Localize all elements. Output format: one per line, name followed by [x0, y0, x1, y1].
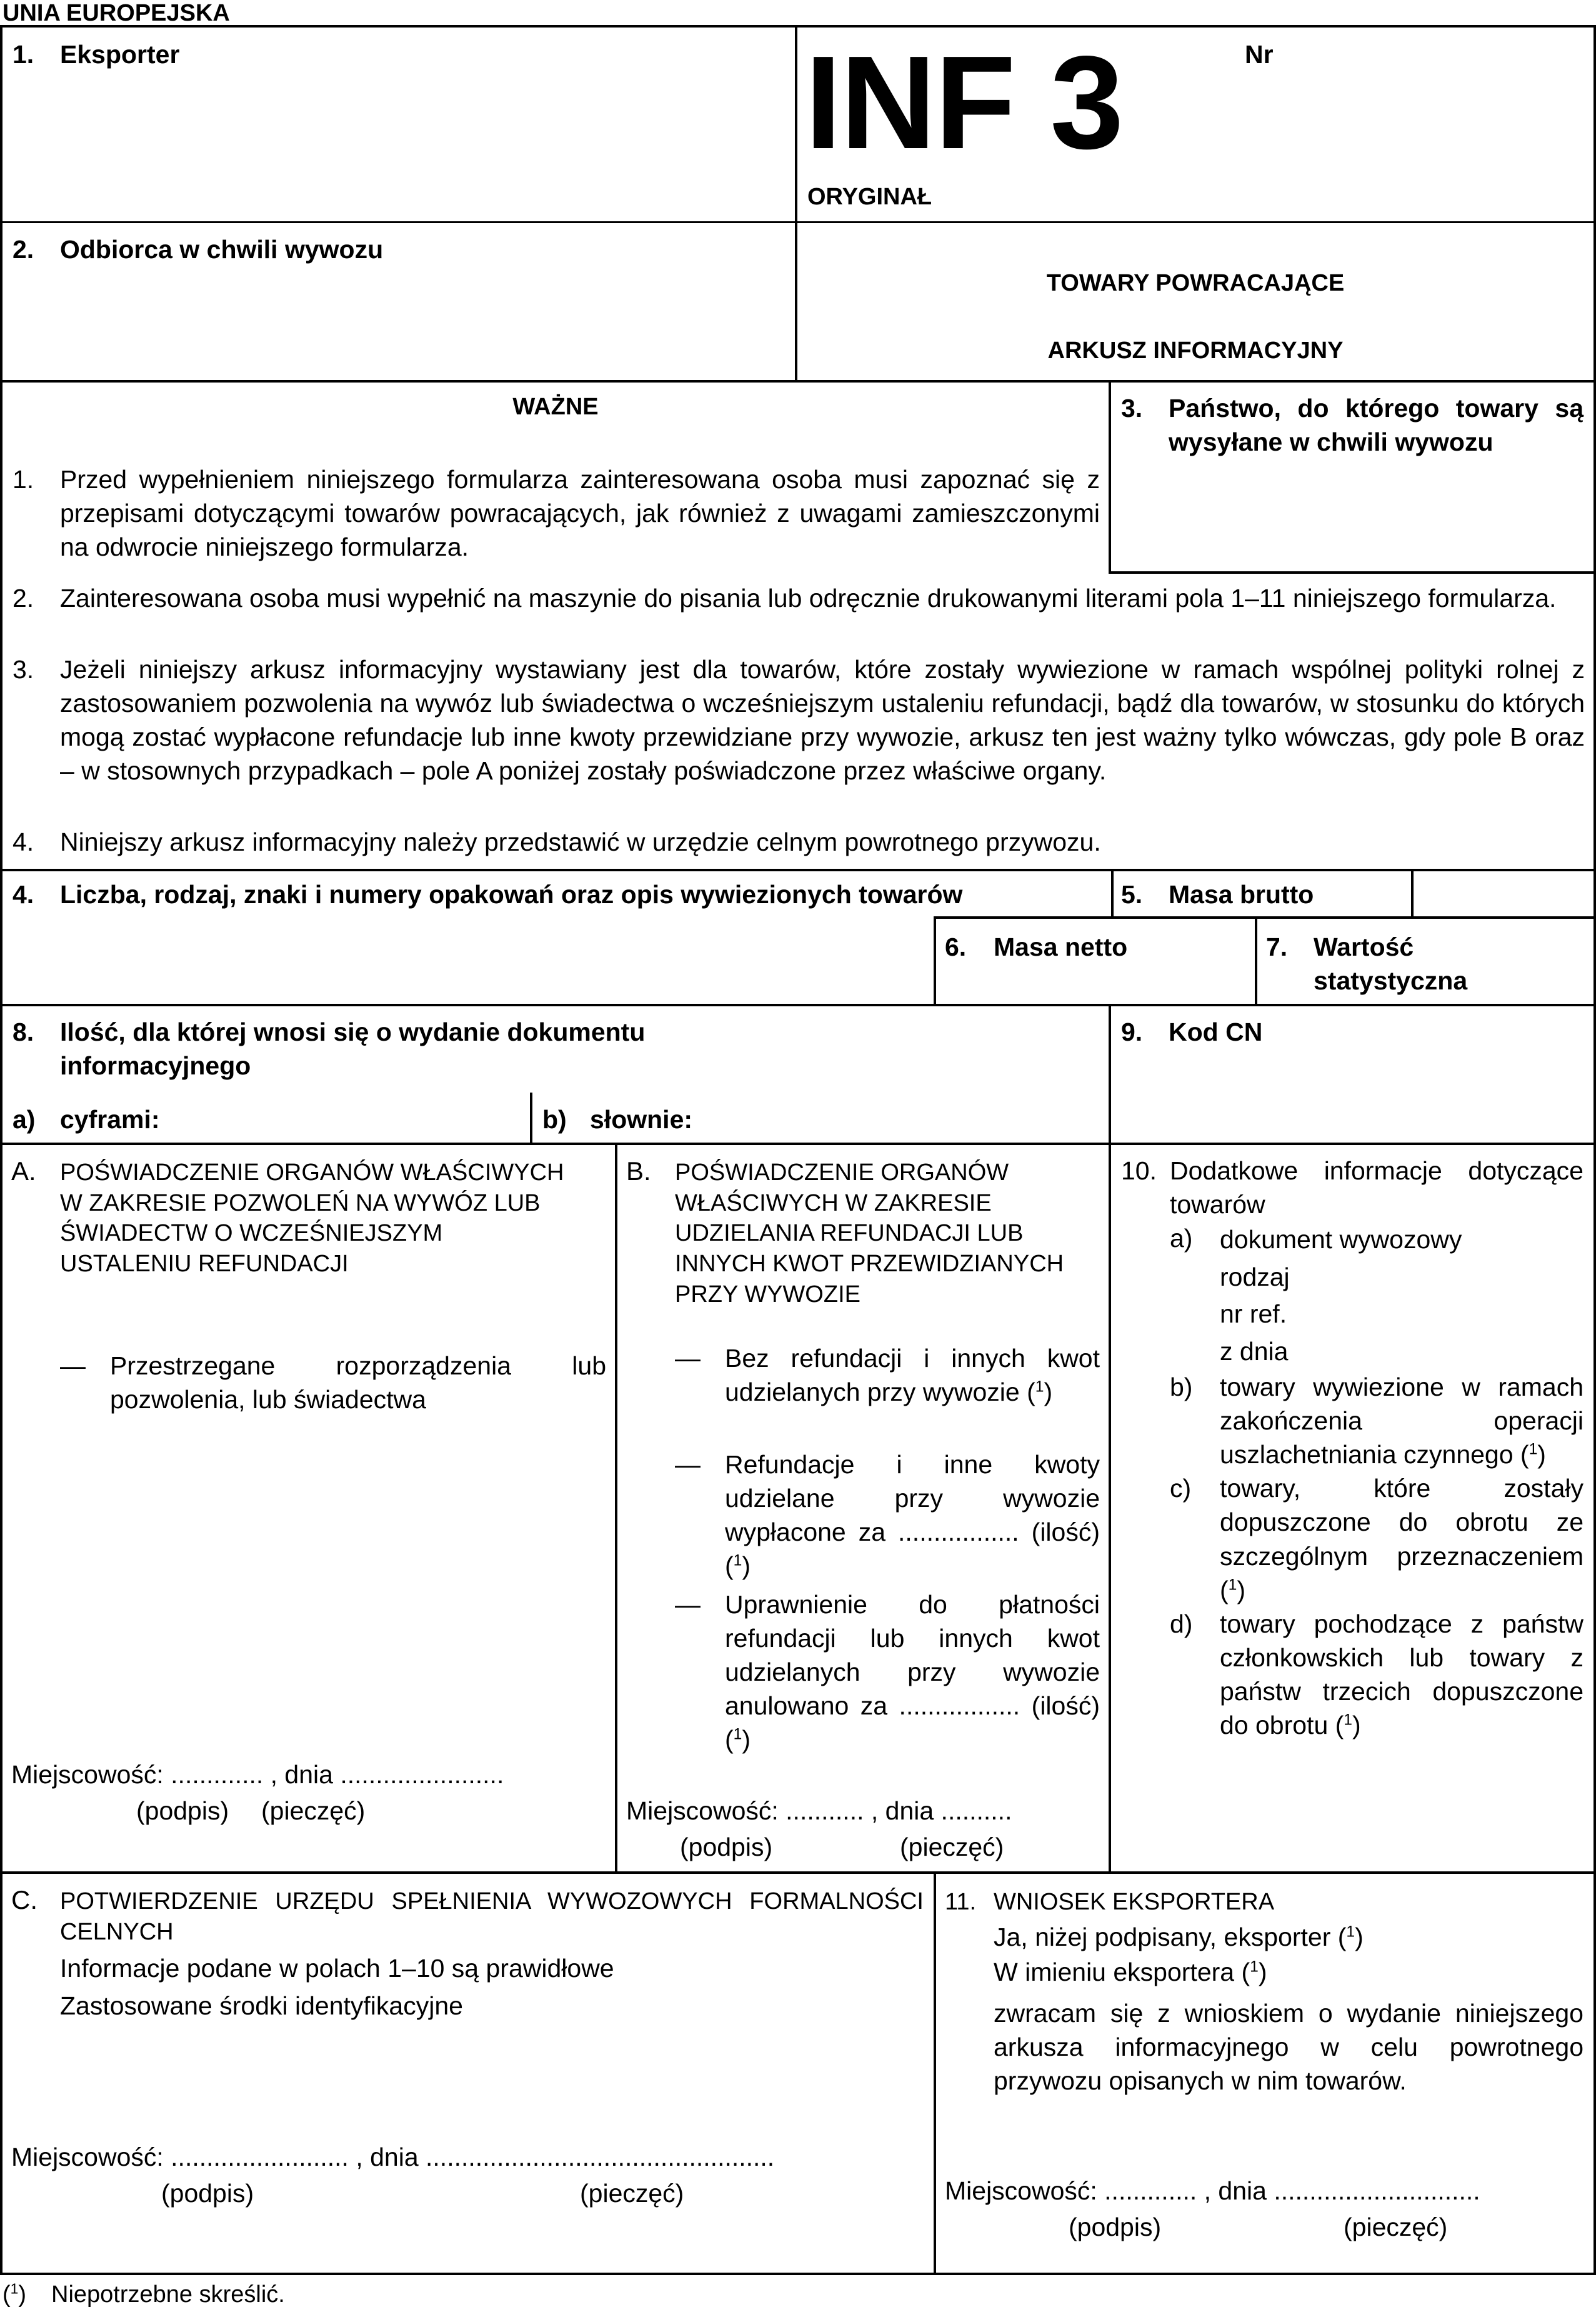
box8-in-figures	[12, 1103, 160, 1136]
box8-label: Ilość, dla której wnosi się o wydanie dokumentu informacyjnego	[60, 1018, 646, 1081]
box11-title: WNIOSEK EKSPORTERA	[994, 1889, 1275, 1915]
box11-header	[945, 1886, 1274, 1918]
box7-number: 7.	[1266, 933, 1288, 961]
boxB-item-1: — Bez refundacji i innych kwot udzielanych przy wywozie ($^1$)	[675, 1341, 1100, 1409]
box1-label: Eksporter	[60, 40, 180, 69]
boxC-stamp: (pieczęć)	[580, 2179, 684, 2208]
box10-label: Dodatkowe informacje dotyczące towarów	[1170, 1156, 1584, 1219]
boxB-item-text: Uprawnienie do płatności refundacji lub innych kwot udzielanych przy wywozie anulowano za ................. (ilość) (	[725, 1590, 1100, 1754]
box2-consignee	[12, 233, 383, 266]
footnote-ref: 1	[1250, 1958, 1259, 1976]
box10a-text: dokument wywozowy	[1220, 1225, 1462, 1254]
box8-number: 8.	[12, 1018, 34, 1046]
box5-number: 5.	[1121, 880, 1143, 909]
box4-packages	[12, 878, 962, 911]
box10-additional-info: 10. Dodatkowe informacje dotyczące towarów a) dokument wywozowy rodzaj nr ref. z dnia b) towary wywiezione w ramach zakończenia operacji uszlachetniania czynnego ($^1$) c) towary, które zostały dopuszczone do obrotu ze szczególnym przeznaczeniem ($^1$) d) towary pochodzące z państw członkowskich lub towary z państw trzecich dopuszczone do obrotu ($^1$)	[1121, 1154, 1584, 1742]
box7-statistical-value	[1266, 930, 1585, 998]
footnote-mark: 1	[10, 2280, 19, 2297]
footnote-ref: 1	[1035, 1378, 1044, 1396]
box10b-text: towary wywiezione w ramach zakończenia operacji uszlachetniania czynnego (	[1220, 1372, 1584, 1469]
boxB-item-2: — Refundacje i inne kwoty udzielane przy wywozie wypłacone za ................. (ilość) ($^1$)	[675, 1448, 1100, 1583]
boxB-title: POŚWIADCZENIE ORGANÓW WŁAŚCIWYCH W ZAKRESIE UDZIELANIA REFUNDACJI LUB INNYCH KWOT PRZEWIDZIANYCH PRZY WYWOZIE	[675, 1159, 1064, 1308]
box8a-letter: a)	[12, 1105, 36, 1134]
box10a-letter: a)	[1170, 1224, 1193, 1253]
box1-number: 1.	[12, 40, 34, 69]
important-item-3	[12, 653, 1585, 788]
box9-number: 9.	[1121, 1018, 1143, 1046]
box11-signature: (podpis)	[1069, 2213, 1162, 2241]
box6-number: 6.	[945, 933, 967, 961]
boxB-letter: B.	[626, 1156, 651, 1186]
boxB-place-date: Miejscowość: ........... , dnia ..........	[626, 1796, 1012, 1825]
box11-place-date: Miejscowość: ............. , dnia .............................	[945, 2176, 1480, 2205]
title-returned-goods: TOWARY POWRACAJĄCE	[1046, 270, 1345, 296]
box2-label: Odbiorca w chwili wywozu	[60, 235, 384, 264]
footnote-ref: 1	[1228, 1576, 1237, 1593]
important-number: 2.	[12, 584, 34, 613]
box4-number: 4.	[12, 880, 34, 909]
box9-cn-code	[1121, 1015, 1262, 1049]
boxA-dash: —	[60, 1351, 86, 1380]
box8b-letter: b)	[542, 1105, 567, 1134]
box5-label: Masa brutto	[1169, 880, 1314, 909]
boxA-place-date: Miejscowość: ............. , dnia .......................	[11, 1760, 504, 1789]
box10d-text: towary pochodzące z państw członkowskich lub towary z państw trzecich dopuszczone do obrotu (	[1220, 1609, 1584, 1740]
boxC-place-date: Miejscowość: ......................... , dnia .................................................	[11, 2143, 775, 2171]
important-item-2	[12, 581, 1585, 615]
boxC-signature: (podpis)	[161, 2179, 254, 2208]
box10b-letter: b)	[1170, 1372, 1193, 1401]
box3-label: Państwo, do którego towary są wysyłane w chwili wywozu	[1169, 394, 1584, 457]
box8b-label: słownie:	[590, 1105, 693, 1134]
boxA-signature: (podpis)	[136, 1796, 229, 1825]
box6-net-mass	[945, 930, 1127, 964]
boxA-title: POŚWIADCZENIE ORGANÓW WŁAŚCIWYCH W ZAKRESIE POZWOLEŃ NA WYWÓZ LUB ŚWIADECTW O WCZEŚNIEJSZYM USTALENIU REFUNDACJI	[60, 1159, 564, 1277]
footnote-ref: 1	[733, 1552, 742, 1569]
form-code: INF 3	[805, 28, 1123, 176]
footnote-text: Niepotrzebne skreślić.	[51, 2281, 285, 2308]
boxA-item-text: Przestrzegane rozporządzenia lub pozwolenia, lub świadectwa	[110, 1351, 606, 1414]
box8-quantity	[12, 1015, 762, 1083]
important-text: Zainteresowana osoba musi wypełnić na maszynie do pisania lub odręcznie drukowanymi literami pola 1–11 niniejszego formularza.	[60, 584, 1557, 613]
important-text: Przed wypełnieniem niniejszego formularza zainteresowana osoba musi zapoznać się z przepisami dotyczącymi towarów powracających, jak również z uwagami zamieszczonymi na odwrocie niniejszego formularza.	[60, 465, 1100, 562]
footnote-ref: 1	[1344, 1711, 1352, 1729]
boxC-title: POTWIERDZENIE URZĘDU SPEŁNIENIA WYWOZOWYCH FORMALNOŚCI CELNYCH	[60, 1888, 924, 1945]
box3-number: 3.	[1121, 394, 1143, 423]
important-text: Niniejszy arkusz informacyjny należy przedstawić w urzędzie celnym powrotnego przywozu.	[60, 828, 1101, 856]
boxB-stamp: (pieczęć)	[900, 1833, 1004, 1861]
boxB-dash: —	[675, 1344, 701, 1373]
box11-line-on-behalf: W imieniu eksportera ($^1$)	[994, 1958, 1267, 1986]
footnote: ($^1$) Niepotrzebne skreślić.	[2, 2280, 285, 2308]
box1-exporter	[12, 38, 179, 71]
footnote-ref: 1	[733, 1726, 742, 1743]
box10a-type: rodzaj	[1220, 1262, 1290, 1291]
box11-line-exporter: Ja, niżej podpisany, eksporter ($^1$)	[994, 1923, 1364, 1951]
boxA-stamp: (pieczęć)	[261, 1796, 366, 1825]
boxA-letter: A.	[11, 1156, 36, 1186]
box2-number: 2.	[12, 235, 34, 264]
box4-label: Liczba, rodzaj, znaki i numery opakowań oraz opis wywiezionych towarów	[60, 880, 963, 909]
important-number: 1.	[12, 465, 34, 494]
box7-label: Wartość statystyczna	[1314, 933, 1468, 996]
box10d-letter: d)	[1170, 1609, 1193, 1638]
boxA-item	[60, 1349, 606, 1416]
box10c-letter: c)	[1170, 1474, 1192, 1503]
box11-number: 11.	[945, 1889, 977, 1915]
box11-request-text: zwracam się z wnioskiem o wydanie niniejszego arkusza informacyjnego w celu powrotnego przywozu opisanych w nim towarów.	[994, 1999, 1584, 2096]
boxB-signature: (podpis)	[680, 1833, 773, 1861]
box8-in-words	[542, 1103, 692, 1136]
boxB-item-text: Refundacje i inne kwoty udzielane przy wywozie wypłacone za ................. (ilość) (	[725, 1450, 1100, 1581]
boxB-item-3: — Uprawnienie do płatności refundacji lub innych kwot udzielanych przy wywozie anulowano za ................. (ilość) ($^1$)	[675, 1588, 1100, 1757]
boxC-letter: C.	[11, 1885, 37, 1914]
important-heading: WAŻNE	[512, 394, 599, 420]
box9-label: Kod CN	[1169, 1018, 1263, 1046]
boxC-line-identification: Zastosowane środki identyfikacyjne	[60, 1991, 463, 2020]
footnote-ref: 1	[1529, 1441, 1538, 1458]
box10c-text: towary, które zostały dopuszczone do obrotu ze szczególnym przeznaczeniem (	[1220, 1474, 1584, 1604]
important-text: Jeżeli niniejszy arkusz informacyjny wystawiany jest dla towarów, które zostały wywiezione w ramach wspólnej polityki rolnej z zastosowaniem pozwolenia na wywóz lub świadectwa o wcześniejszym ustaleniu refundacji, bądź dla towarów, w stosunku do których mogą zostać wypłacone refundacje lub inne kwoty przewidziane przy wywozie, arkusz ten jest ważny tylko wówczas, gdy pole B oraz – w stosownych przypadkach – pole A poniżej zostały poświadczone przez właściwe organy.	[60, 655, 1585, 786]
boxC-line-correct: Informacje podane w polach 1–10 są prawidłowe	[60, 1954, 614, 1983]
footnote-ref: 1	[1346, 1923, 1355, 1941]
title-information-sheet: ARKUSZ INFORMACYJNY	[1047, 338, 1344, 364]
box8a-label: cyframi:	[60, 1105, 160, 1134]
box11-stamp: (pieczęć)	[1344, 2213, 1448, 2241]
box10a-date: z dnia	[1220, 1336, 1289, 1366]
box3-destination-country	[1121, 391, 1584, 459]
box5-gross-mass	[1121, 878, 1314, 911]
important-number: 4.	[12, 828, 34, 856]
important-item-4	[12, 825, 1585, 859]
copy-label: ORYGINAŁ	[807, 184, 932, 210]
boxB-dash: —	[675, 1450, 701, 1479]
number-label: Nr	[1245, 40, 1274, 69]
boxB-dash: —	[675, 1590, 701, 1619]
box6-label: Masa netto	[994, 933, 1128, 961]
boxB-item-text: Bez refundacji i innych kwot udzielanych przy wywozie (	[725, 1344, 1100, 1407]
important-item-1	[12, 463, 1100, 564]
box10-number: 10.	[1121, 1156, 1157, 1185]
header-union: UNIA EUROPEJSKA	[2, 0, 230, 26]
important-number: 3.	[12, 655, 34, 684]
box10a-ref: nr ref.	[1220, 1299, 1287, 1329]
